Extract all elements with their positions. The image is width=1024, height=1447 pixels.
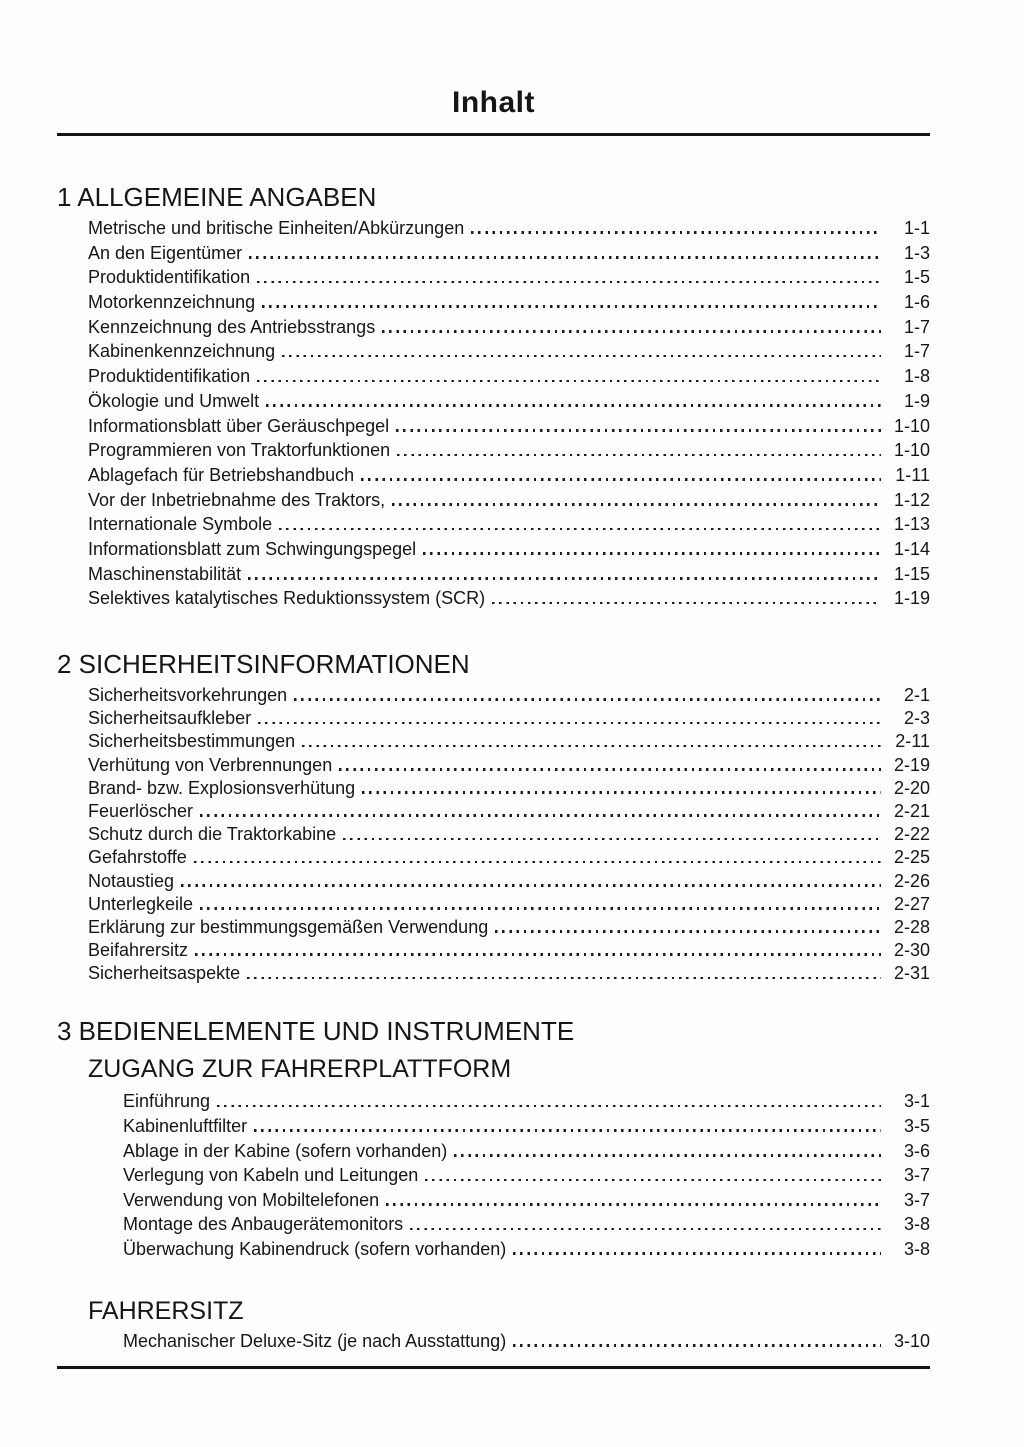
toc-entry-page: 1-7 [903, 341, 930, 362]
toc-entry-page: 1-10 [893, 415, 930, 436]
dot-leader [262, 305, 881, 308]
dot-leader [249, 256, 881, 259]
toc-entry-label: Gefahrstoffe [88, 847, 187, 868]
dot-leader [194, 861, 881, 864]
toc-entry-label: Produktidentifikation [88, 267, 251, 288]
dot-leader [397, 454, 881, 457]
toc-entry-label: Schutz durch die Traktorkabine [88, 824, 337, 845]
dot-leader [279, 528, 881, 531]
toc-entry-page: 2-31 [893, 963, 930, 984]
toc-body [57, 182, 930, 1355]
toc-entry-page: 2-3 [903, 708, 930, 729]
subsection-heading: FAHRERSITZ [88, 1296, 244, 1325]
dot-leader [410, 1228, 881, 1231]
toc-entry [88, 940, 930, 963]
toc-entry-label: Metrische und britische Einheiten/Abkürzungen [88, 218, 465, 238]
bottom-rule [57, 1366, 930, 1369]
toc-entry [88, 292, 930, 317]
toc-entry-page: 2-25 [893, 847, 930, 868]
toc-entry-label: Sicherheitsaspekte [88, 963, 241, 984]
toc-entry-page: 1-12 [893, 489, 930, 510]
toc-entry-label: Sicherheitsvorkehrungen [88, 685, 288, 705]
toc-entry-page: 1-3 [903, 242, 930, 263]
dot-leader [248, 577, 881, 580]
toc-entry [88, 341, 930, 366]
toc-entry-label: Verhütung von Verbrennungen [88, 754, 333, 775]
toc-entry [88, 963, 930, 986]
toc-entry-page: 1-6 [903, 292, 930, 313]
toc-entry-page: 2-21 [893, 800, 930, 821]
chapter-heading: 1 ALLGEMEINE ANGABEN [57, 182, 377, 212]
toc-entry [123, 1165, 930, 1190]
toc-entry [88, 267, 930, 292]
toc-entry [88, 490, 930, 515]
toc-entry-page: 3-8 [903, 1239, 930, 1259]
toc-entry-label: Unterlegkeile [88, 893, 194, 914]
toc-entry [123, 1091, 930, 1116]
toc-entry [88, 871, 930, 894]
dot-leader [200, 907, 881, 910]
dot-leader [362, 791, 881, 794]
toc-entry-page: 2-28 [893, 916, 930, 937]
toc-entry [88, 731, 930, 754]
toc-entry-page: 1-8 [903, 366, 930, 387]
dot-leader [343, 838, 881, 841]
toc-entry-label: Produktidentifikation [88, 366, 251, 387]
toc-entry-label: Programmieren von Traktorfunktionen [88, 440, 391, 461]
toc-entry-label: Selektives katalytisches Reduktionssystem (SCR) [88, 588, 486, 609]
toc-entry [88, 917, 930, 940]
toc-entry-label: Sicherheitsbestimmungen [88, 731, 296, 752]
toc-entry-group [57, 685, 930, 986]
toc-entry-page: 2-1 [903, 685, 930, 705]
dot-leader [217, 1105, 881, 1108]
chapter-heading: 3 BEDIENELEMENTE UND INSTRUMENTE [57, 1016, 575, 1047]
dot-leader [195, 953, 881, 956]
toc-entry-label: Beifahrersitz [88, 940, 189, 961]
dot-leader [423, 552, 881, 555]
toc-entry-page: 1-1 [903, 218, 930, 238]
toc-entry-label: Motorkennzeichnung [88, 292, 256, 313]
toc-entry-label: Überwachung Kabinendruck (sofern vorhanden) [123, 1239, 507, 1259]
top-rule [57, 133, 930, 136]
toc-entry [123, 1331, 930, 1356]
dot-leader [257, 380, 881, 383]
page-title: Inhalt [452, 86, 535, 119]
toc-entry [88, 847, 930, 870]
toc-entry-page: 2-19 [893, 754, 930, 775]
toc-entry [88, 391, 930, 416]
toc-entry-group [57, 1331, 930, 1356]
toc-entry [88, 801, 930, 824]
dot-leader [200, 814, 881, 817]
toc-entry [88, 218, 930, 243]
dot-leader [282, 355, 881, 358]
dot-leader [302, 745, 881, 748]
toc-entry [88, 317, 930, 342]
toc-entry-label: Verwendung von Mobiltelefonen [123, 1189, 380, 1210]
toc-entry-label: Kabinenkennzeichnung [88, 341, 276, 362]
dot-leader [425, 1179, 881, 1182]
chapter-heading: 2 SICHERHEITSINFORMATIONEN [57, 649, 470, 679]
toc-entry-label: Mechanischer Deluxe-Sitz (je nach Ausstattung) [123, 1330, 507, 1351]
dot-leader [254, 1129, 881, 1132]
toc-entry-page: 1-19 [893, 588, 930, 609]
toc-entry [88, 755, 930, 778]
toc-entry [123, 1190, 930, 1215]
toc-entry-label: Montage des Anbaugerätemonitors [123, 1214, 404, 1235]
toc-entry-page: 1-7 [903, 316, 930, 337]
toc-entry-label: Erklärung zur bestimmungsgemäßen Verwendung [88, 916, 489, 937]
dot-leader [181, 884, 881, 887]
toc-entry-label: Ablagefach für Betriebshandbuch [88, 464, 355, 485]
toc-entry [88, 894, 930, 917]
toc-entry-page: 3-5 [903, 1116, 930, 1137]
toc-entry-page: 1-9 [903, 390, 930, 411]
toc-entry-label: Ablage in der Kabine (sofern vorhanden) [123, 1140, 448, 1161]
toc-entry [88, 824, 930, 847]
toc-entry-page: 3-7 [903, 1189, 930, 1210]
toc-entry-label: An den Eigentümer [88, 242, 243, 263]
toc-entry [88, 708, 930, 731]
toc-entry-page: 2-27 [893, 893, 930, 914]
toc-entry-page: 3-1 [903, 1091, 930, 1112]
dot-leader [396, 429, 881, 432]
toc-entry-group [57, 218, 930, 613]
toc-entry-label: Internationale Symbole [88, 514, 273, 535]
toc-entry [88, 514, 930, 539]
dot-leader [294, 698, 881, 701]
toc-entry-page: 2-30 [893, 940, 930, 961]
dot-leader [513, 1344, 881, 1347]
toc-entry [88, 564, 930, 589]
toc-entry [88, 243, 930, 268]
toc-entry-page: 1-10 [893, 440, 930, 461]
toc-entry-label: Maschinenstabilität [88, 563, 242, 584]
toc-entry-page: 1-13 [893, 514, 930, 535]
toc-entry-label: Feuerlöscher [88, 800, 194, 821]
dot-leader [471, 231, 881, 234]
toc-entry-label: Ökologie und Umwelt [88, 390, 260, 411]
toc-entry [88, 539, 930, 564]
toc-entry-label: Sicherheitsaufkleber [88, 708, 252, 729]
toc-entry-page: 2-20 [893, 777, 930, 798]
dot-leader [392, 503, 881, 506]
toc-entry-label: Einführung [123, 1091, 211, 1112]
toc-entry [123, 1239, 930, 1264]
dot-leader [513, 1252, 881, 1255]
toc-entry-page: 1-5 [903, 267, 930, 288]
dot-leader [266, 404, 881, 407]
toc-entry-label: Kennzeichnung des Antriebsstrangs [88, 316, 376, 337]
toc-entry-label: Informationsblatt über Geräuschpegel [88, 415, 390, 436]
toc-entry-page: 3-8 [903, 1214, 930, 1235]
toc-entry [88, 588, 930, 613]
toc-entry [88, 685, 930, 708]
toc-entry [123, 1141, 930, 1166]
toc-entry [88, 778, 930, 801]
toc-entry [123, 1116, 930, 1141]
dot-leader [258, 722, 881, 725]
subsection-heading: ZUGANG ZUR FAHRERPLATTFORM [88, 1055, 512, 1084]
dot-leader [339, 768, 881, 771]
toc-entry-label: Kabinenluftfilter [123, 1116, 248, 1137]
toc-entry-page: 3-7 [903, 1165, 930, 1186]
toc-entry [88, 416, 930, 441]
toc-entry [88, 465, 930, 490]
dot-leader [495, 930, 881, 933]
dot-leader [257, 281, 881, 284]
dot-leader [361, 478, 881, 481]
toc-entry-label: Informationsblatt zum Schwingungspegel [88, 538, 417, 559]
dot-leader [386, 1203, 881, 1206]
toc-entry-page: 2-26 [893, 870, 930, 891]
toc-entry-page: 3-10 [893, 1330, 930, 1351]
toc-entry [123, 1214, 930, 1239]
toc-entry-page: 2-11 [895, 731, 930, 752]
toc-entry-page: 2-22 [893, 824, 930, 845]
dot-leader [382, 330, 881, 333]
toc-entry-page: 1-14 [893, 538, 930, 559]
toc-entry [88, 366, 930, 391]
toc-entry-label: Vor der Inbetriebnahme des Traktors, [88, 489, 386, 510]
toc-entry-page: 3-6 [903, 1140, 930, 1161]
toc-entry [88, 440, 930, 465]
dot-leader [492, 602, 881, 605]
dot-leader [247, 977, 881, 980]
toc-entry-label: Verlegung von Kabeln und Leitungen [123, 1165, 419, 1186]
toc-entry-page: 1-11 [895, 464, 930, 485]
toc-entry-group [57, 1091, 930, 1263]
toc-entry-label: Notaustieg [88, 870, 175, 891]
toc-entry-label: Brand- bzw. Explosionsverhütung [88, 777, 356, 798]
dot-leader [454, 1154, 881, 1157]
toc-entry-page: 1-15 [893, 563, 930, 584]
